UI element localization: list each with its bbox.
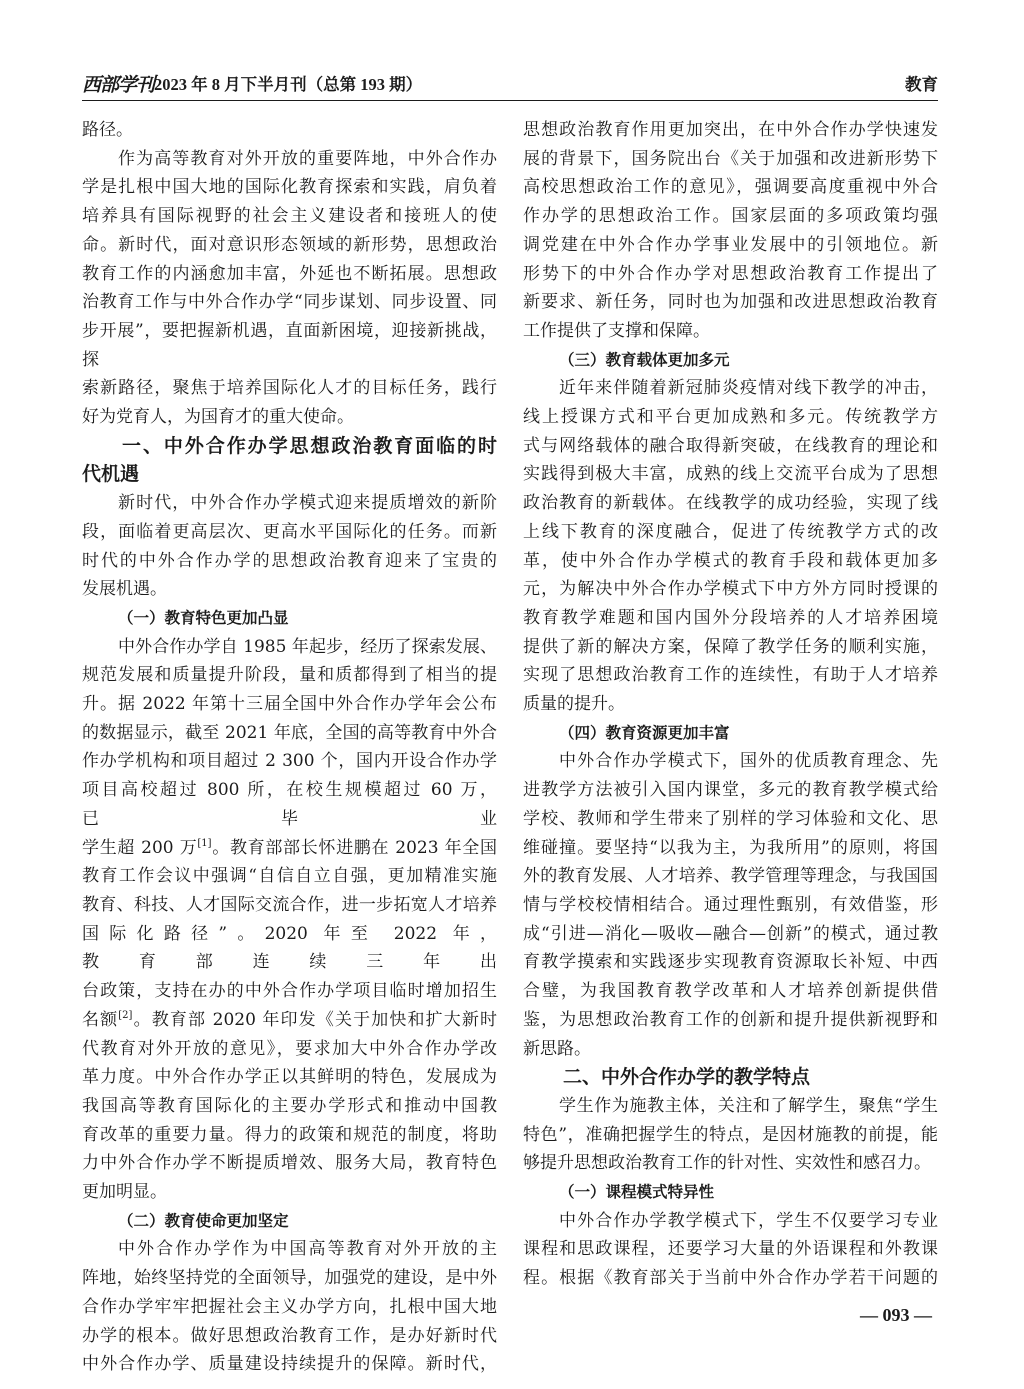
text-line: 学生作为施教主体，关注和了解学生，聚焦“学生 bbox=[559, 1095, 938, 1116]
text-line: 思想政治教育作用更加突出，在中外合作办学快速发 bbox=[523, 120, 938, 140]
text-line: 线上授课方式和平台更加成熟和多元。传统教学方 bbox=[523, 407, 938, 428]
text-run: 学生超 200 万 bbox=[82, 837, 198, 858]
text-line: 中外合作办学教学模式下，学生不仅要学习专业 bbox=[559, 1210, 938, 1231]
text-line: 时代的中外合作办学的思想政治教育迎来了宝贵的 bbox=[82, 550, 497, 571]
paragraph bbox=[82, 116, 497, 145]
text-line: 够提升思想政治教育工作的针对性、实效性和感召力。 bbox=[523, 1153, 931, 1174]
text-line: 形势下的中外合作办学对思想政治教育工作提出了 bbox=[523, 263, 938, 284]
text-line: 新时代，中外合作办学模式迎来提质增效的新阶 bbox=[118, 493, 497, 514]
text-line: 中外合作办学、质量建设持续提升的保障。新时代， bbox=[82, 1354, 497, 1375]
text-line: 二、中外合作办学的教学特点 bbox=[563, 1066, 811, 1089]
text-line: 培养具有国际视野的社会主义建设者和接班人的使 bbox=[82, 206, 497, 227]
text-line: 中外合作办学自 1985 年起步，经历了探索发展、 bbox=[118, 636, 497, 657]
text-line: 办学的根本。做好思想政治教育工作，是办好新时代 bbox=[82, 1325, 497, 1346]
text-line: 维碰撞。要坚持“以我为主，为我所用”的原则，将国 bbox=[523, 837, 938, 858]
left-column bbox=[82, 116, 497, 1379]
text-line: 提供了新的解决方案，保障了教学任务的顺利实施， bbox=[523, 636, 938, 657]
text-line: 合璧，为我国教育教学改革和人才培养创新提供借 bbox=[523, 981, 938, 1002]
text-line: 规范发展和质量提升阶段，量和质都得到了相当的提 bbox=[82, 665, 497, 686]
paragraph bbox=[82, 489, 497, 604]
text-line: 革，使中外合作办学模式的教育手段和载体更加多 bbox=[523, 550, 938, 571]
text-line: 国际化路径”。2020 年至 2022 年，教育部连续三年出 bbox=[82, 923, 497, 973]
text-line: 步开展”，要把握新机遇，直面新困境，迎接新挑战，探 bbox=[82, 320, 497, 370]
text-line: 项目高校超过 800 所，在校生规模超过 60 万，已毕业 bbox=[82, 780, 497, 829]
text-line: 好为党育人，为国育才的重大使命。 bbox=[82, 407, 354, 428]
text-line: 高校思想政治工作的意见》，强调要高度重视中外合 bbox=[523, 177, 938, 198]
text-line: 命。新时代，面对意识形态领域的新形势，思想政治 bbox=[82, 234, 497, 255]
text-line: 实现了思想政治教育工作的连续性，有助于人才培养 bbox=[523, 665, 938, 686]
text-line: 特色”，准确把握学生的特点，是因材施教的前提，能 bbox=[523, 1124, 938, 1145]
text-line: 育改革的重要力量。得力的政策和规范的制度，将助 bbox=[82, 1124, 497, 1145]
text-line: 治教育工作与中外合作办学“同步谋划、同步设置、同 bbox=[82, 292, 497, 313]
text-line: 调党建在中外合作办学事业发展中的引领地位。新 bbox=[523, 234, 938, 255]
journal-logo: 西部学刊 bbox=[82, 74, 155, 96]
text-line: 元，为解决中外合作办学模式下中方外方同时授课的 bbox=[523, 579, 938, 600]
text-line: 教育教学难题和国内国外分段培养的人才培养困境 bbox=[523, 607, 938, 628]
page-number: — 093 — bbox=[860, 1305, 932, 1325]
text-line: 中外合作办学模式下，国外的优质教育理念、先 bbox=[559, 751, 938, 772]
text-line: 更加明显。 bbox=[82, 1182, 167, 1203]
text-line: 段，面临着更高层次、更高水平国际化的任务。而新 bbox=[82, 521, 497, 542]
text-line: 新要求、新任务，同时也为加强和改进思想政治教育 bbox=[523, 292, 938, 313]
text-line: 我国高等教育国际化的主要办学形式和推动中国教 bbox=[82, 1095, 497, 1116]
right-column bbox=[523, 116, 938, 1293]
section-heading bbox=[82, 432, 497, 489]
paragraph bbox=[523, 374, 938, 718]
text-line: 育教学摸索和实践逐步实现教育资源取长补短、中西 bbox=[523, 952, 938, 973]
text-line: 代教育对外开放的意见》，要求加大中外合作办学改 bbox=[82, 1038, 497, 1059]
text-line: 教育、科技、人才国际交流合作，进一步拓宽人才培养 bbox=[82, 894, 497, 915]
text-line: 成“引进—消化—吸收—融合—创新”的模式，通过教 bbox=[523, 923, 938, 944]
text-line: 力中外合作办学不断提质增效、服务大局，教育特色 bbox=[82, 1153, 497, 1174]
text-run: 名额 bbox=[82, 1009, 119, 1030]
paragraph bbox=[523, 1092, 938, 1178]
text-line: 索新路径，聚焦于培养国际化人才的目标任务，践行 bbox=[82, 378, 497, 399]
text-line: 外的教育发展、人才培养、教学管理等理念，与我国国 bbox=[523, 866, 938, 887]
text-run: 。教育部部长怀进鹏在 2023 年全国 bbox=[211, 837, 497, 858]
text-line: 情与学校校情相结合。通过理性甄别，有效借鉴，形 bbox=[523, 894, 938, 915]
text-line: 教育工作的内涵愈加丰富，外延也不断拓展。思想政 bbox=[82, 263, 497, 284]
text-line: 代机遇 bbox=[82, 463, 140, 486]
text-line: 台政策，支持在办的中外合作办学项目临时增加招生 bbox=[82, 981, 497, 1002]
text-line: 学是扎根中国大地的国际化教育探索和实践，肩负着 bbox=[82, 177, 497, 198]
paragraph bbox=[523, 116, 938, 346]
journal-masthead bbox=[82, 72, 422, 98]
text-line: 作为高等教育对外开放的重要阵地，中外合作办 bbox=[118, 148, 497, 169]
paragraph bbox=[523, 1207, 938, 1293]
running-header bbox=[82, 72, 938, 98]
text-line: （一）教育特色更加凸显 bbox=[118, 608, 289, 627]
text-line: 程。根据《教育部关于当前中外合作办学若干问题的 bbox=[523, 1268, 938, 1289]
text-line: 上线下教育的深度融合，促进了传统教学方式的改 bbox=[523, 521, 938, 542]
text-line: 教育工作会议中强调“自信自立自强，更加精准实施 bbox=[82, 866, 497, 887]
text-line: 的数据显示，截至 2021 年底，全国的高等教育中外合 bbox=[82, 722, 497, 743]
text-line: 实践得到极大丰富，成熟的线上交流平台成为了思想 bbox=[523, 464, 938, 485]
text-line: 展的背景下，国务院出台《关于加强和改进新形势下 bbox=[523, 148, 938, 169]
text-line: 新思路。 bbox=[523, 1038, 591, 1059]
citation-ref: [1] bbox=[197, 837, 212, 849]
text-line: 一、中外合作办学思想政治教育面临的时 bbox=[122, 434, 497, 457]
text-line: 阵地，始终坚持党的全面领导，加强党的建设，是中外 bbox=[82, 1268, 497, 1289]
paragraph bbox=[82, 1235, 497, 1379]
text-line bbox=[82, 834, 497, 863]
subsection-heading bbox=[82, 604, 497, 633]
text-line: （三）教育载体更加多元 bbox=[559, 350, 730, 369]
text-line: 作办学机构和项目超过 2 300 个，国内开设合作办学 bbox=[82, 751, 497, 772]
text-line: 课程和思政课程，还要学习大量的外语课程和外教课 bbox=[523, 1239, 938, 1260]
citation-ref: [2] bbox=[118, 1009, 133, 1021]
subsection-heading bbox=[523, 719, 938, 748]
subsection-heading bbox=[523, 1178, 938, 1207]
paragraph bbox=[82, 145, 497, 432]
text-line: 作办学的思想政治工作。国家层面的多项政策均强 bbox=[523, 206, 938, 227]
text-line: 发展机遇。 bbox=[82, 579, 167, 600]
text-line bbox=[82, 1006, 497, 1035]
text-line: （一）课程模式特异性 bbox=[559, 1183, 715, 1202]
text-line: 升。据 2022 年第十三届全国中外合作办学年会公布 bbox=[82, 694, 497, 715]
issue-info: 2023 年 8 月下半月刊（总第 193 期） bbox=[154, 75, 423, 94]
text-line: 革力度。中外合作办学正以其鲜明的特色，发展成为 bbox=[82, 1067, 497, 1088]
text-line: （四）教育资源更加丰富 bbox=[559, 723, 730, 742]
text-line: 工作提供了支撑和保障。 bbox=[523, 320, 710, 341]
header-rule bbox=[82, 100, 938, 101]
text-line: 政治教育的新载体。在线教学的成功经验，实现了线 bbox=[523, 493, 938, 514]
subsection-heading bbox=[82, 1207, 497, 1236]
text-line: 中外合作办学作为中国高等教育对外开放的主 bbox=[118, 1239, 497, 1260]
text-line: 式与网络载体的融合取得新突破，在线教育的理论和 bbox=[523, 435, 938, 456]
section-heading bbox=[523, 1063, 938, 1092]
text-line: （二）教育使命更加坚定 bbox=[118, 1211, 289, 1230]
text-line: 学校、教师和学生带来了别样的学习体验和文化、思 bbox=[523, 808, 938, 829]
text-run: 。教育部 2020 年印发《关于加快和扩大新时 bbox=[132, 1009, 497, 1030]
text-line: 路径。 bbox=[82, 120, 133, 140]
section-label: 教育 bbox=[905, 75, 938, 94]
text-line: 近年来伴随着新冠肺炎疫情对线下教学的冲击， bbox=[559, 378, 938, 399]
text-line: 鉴，为思想政治教育工作的创新和提升提供新视野和 bbox=[523, 1009, 938, 1030]
paragraph bbox=[82, 633, 497, 1207]
text-line: 进教学方法被引入国内课堂，多元的教育教学模式给 bbox=[523, 780, 938, 801]
text-line: 质量的提升。 bbox=[523, 694, 625, 715]
paragraph bbox=[523, 747, 938, 1063]
text-line: 合作办学牢牢把握社会主义办学方向，扎根中国大地 bbox=[82, 1296, 497, 1317]
subsection-heading bbox=[523, 346, 938, 375]
